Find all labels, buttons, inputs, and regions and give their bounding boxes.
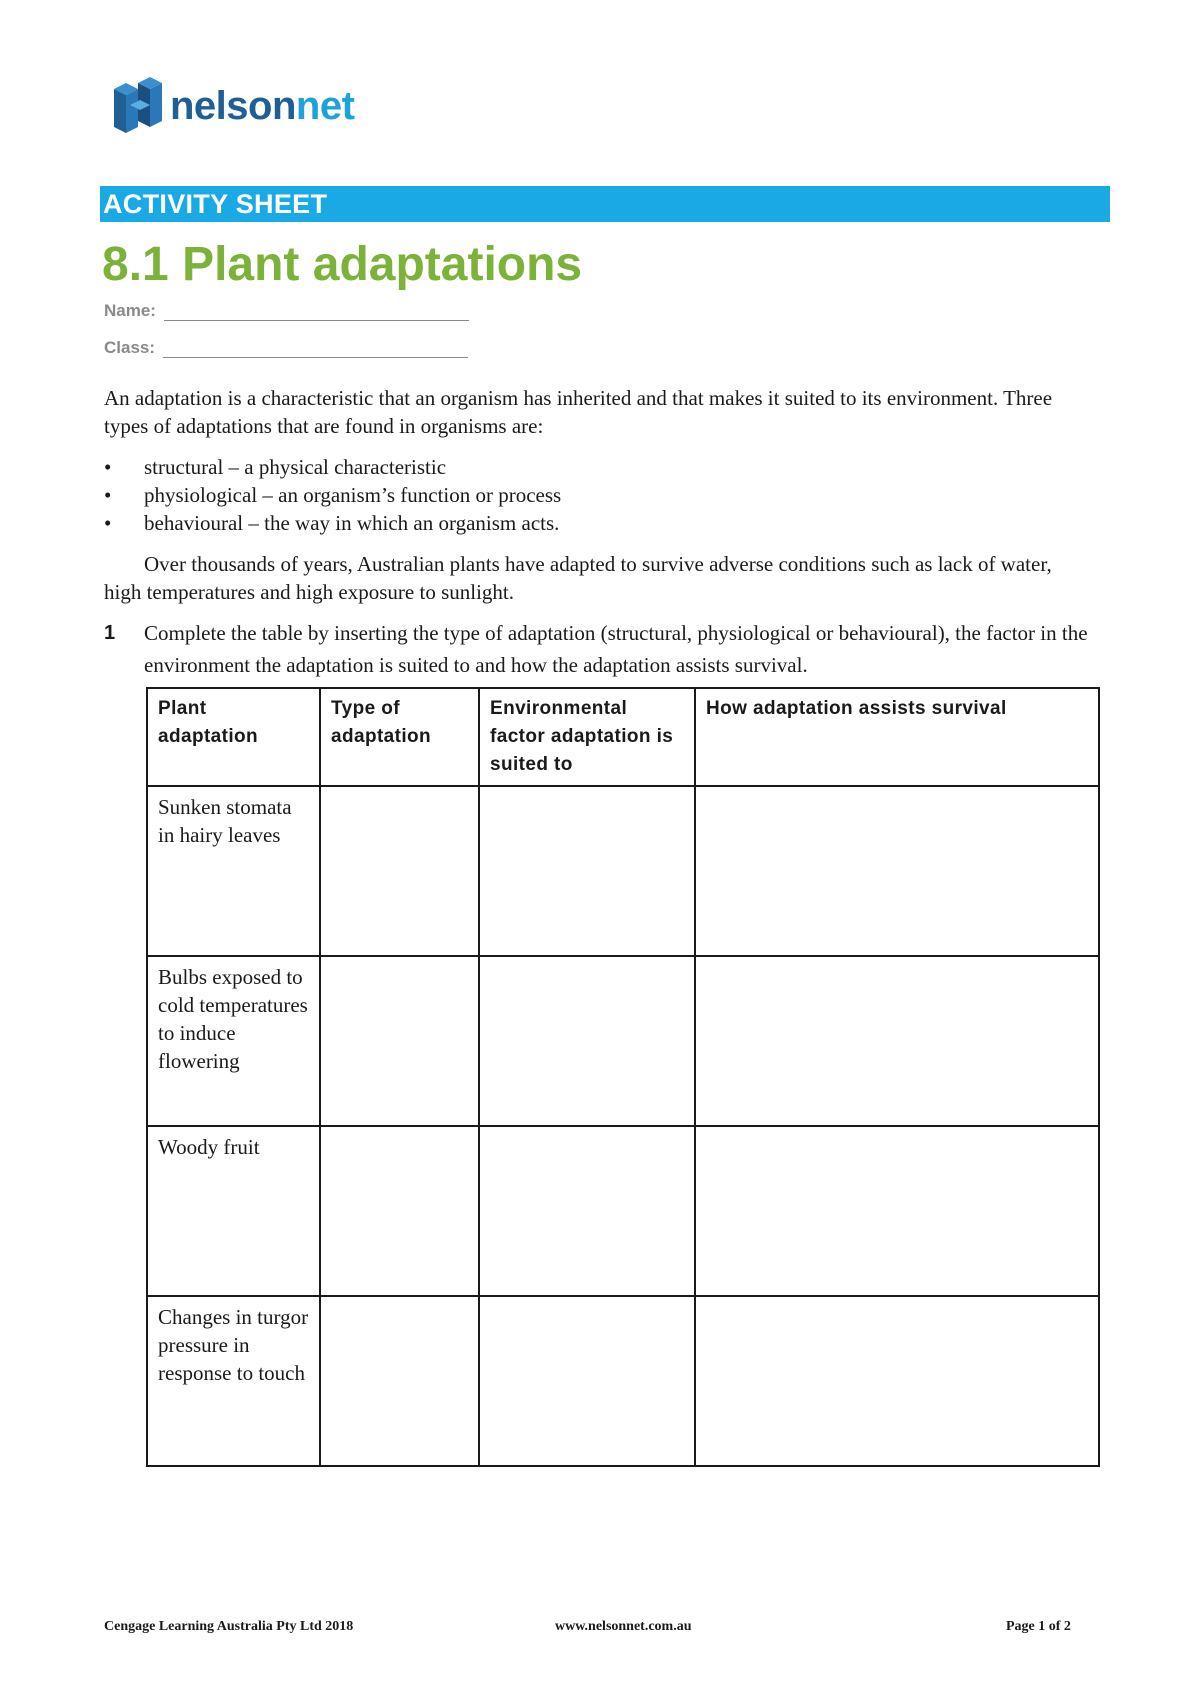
type-answer-cell[interactable]	[320, 786, 479, 956]
list-item: • physiological – an organism’s function or process	[104, 483, 562, 507]
survival-answer-cell[interactable]	[695, 1296, 1099, 1466]
type-answer-cell[interactable]	[320, 1126, 479, 1296]
nelsonnet-logo	[110, 75, 354, 137]
footer-copyright: Cengage Learning Australia Pty Ltd 2018	[104, 1619, 354, 1634]
survival-answer-cell[interactable]	[695, 786, 1099, 956]
header-plant-adaptation: Plant adaptation	[147, 688, 320, 786]
plant-adaptation-cell: Bulbs exposed to cold temperatures to induce flowering	[147, 956, 320, 1126]
factor-answer-cell[interactable]	[479, 1296, 695, 1466]
context-paragraph: Over thousands of years, Australian plants have adapted to survive adverse conditions such as lack of water, high temperatures and high exposure to sunlight.	[104, 552, 1052, 604]
bullet-icon: •	[104, 455, 112, 479]
footer-website-link[interactable]: www.nelsonnet.com.au	[555, 1619, 692, 1634]
table-header-row	[147, 688, 1099, 786]
header-how-adaptation-assists: How adaptation assists survival	[695, 688, 1099, 786]
class-label: Class:	[104, 338, 156, 357]
class-line[interactable]	[163, 339, 468, 358]
table-row	[147, 956, 1099, 1126]
intro-paragraph: An adaptation is a characteristic that an organism has inherited and that makes it suited to its environment. Three types of adaptations that are found in organisms are:	[104, 386, 1053, 438]
question-1	[104, 617, 1094, 681]
page-title: 8.1 Plant adaptations	[102, 238, 583, 291]
plant-adaptation-cell: Sunken stomata in hairy leaves	[147, 786, 320, 956]
table-row	[147, 1296, 1099, 1466]
header-type-of-adaptation: Type of adaptation	[320, 688, 479, 786]
type-answer-cell[interactable]	[320, 956, 479, 1126]
list-item: • structural – a physical characteristic	[104, 455, 447, 479]
table-row	[147, 1126, 1099, 1296]
survival-answer-cell[interactable]	[695, 956, 1099, 1126]
question-text: Complete the table by inserting the type of adaptation (structural, physiological or behavioural), the factor in the environment the adaptation is suited to and how the adaptation assists survival.	[144, 621, 1088, 677]
plant-adaptation-cell: Woody fruit	[147, 1126, 320, 1296]
logo-wordmark: nelsonnet	[170, 84, 355, 128]
table-row	[147, 786, 1099, 956]
name-label: Name:	[104, 301, 156, 320]
activity-sheet-banner	[100, 186, 1110, 222]
list-item: • behavioural – the way in which an organism acts.	[104, 511, 560, 535]
factor-answer-cell[interactable]	[479, 786, 695, 956]
class-field[interactable]	[104, 338, 468, 358]
nelsonnet-cube-icon	[110, 75, 168, 137]
name-line[interactable]	[164, 302, 469, 321]
bullet-icon: •	[104, 483, 112, 507]
banner-label: ACTIVITY SHEET	[103, 189, 328, 219]
survival-answer-cell[interactable]	[695, 1126, 1099, 1296]
factor-answer-cell[interactable]	[479, 1126, 695, 1296]
question-number: 1	[104, 622, 116, 644]
adaptation-table	[146, 687, 1100, 1467]
name-field[interactable]	[104, 301, 469, 321]
adaptation-types-list	[104, 453, 561, 537]
bullet-icon: •	[104, 511, 112, 535]
type-answer-cell[interactable]	[320, 1296, 479, 1466]
factor-answer-cell[interactable]	[479, 956, 695, 1126]
header-environmental-factor: Environmental factor adaptation is suited to	[479, 688, 695, 786]
footer-page-number: Page 1 of 2	[1006, 1619, 1071, 1634]
plant-adaptation-cell: Changes in turgor pressure in response to touch	[147, 1296, 320, 1466]
